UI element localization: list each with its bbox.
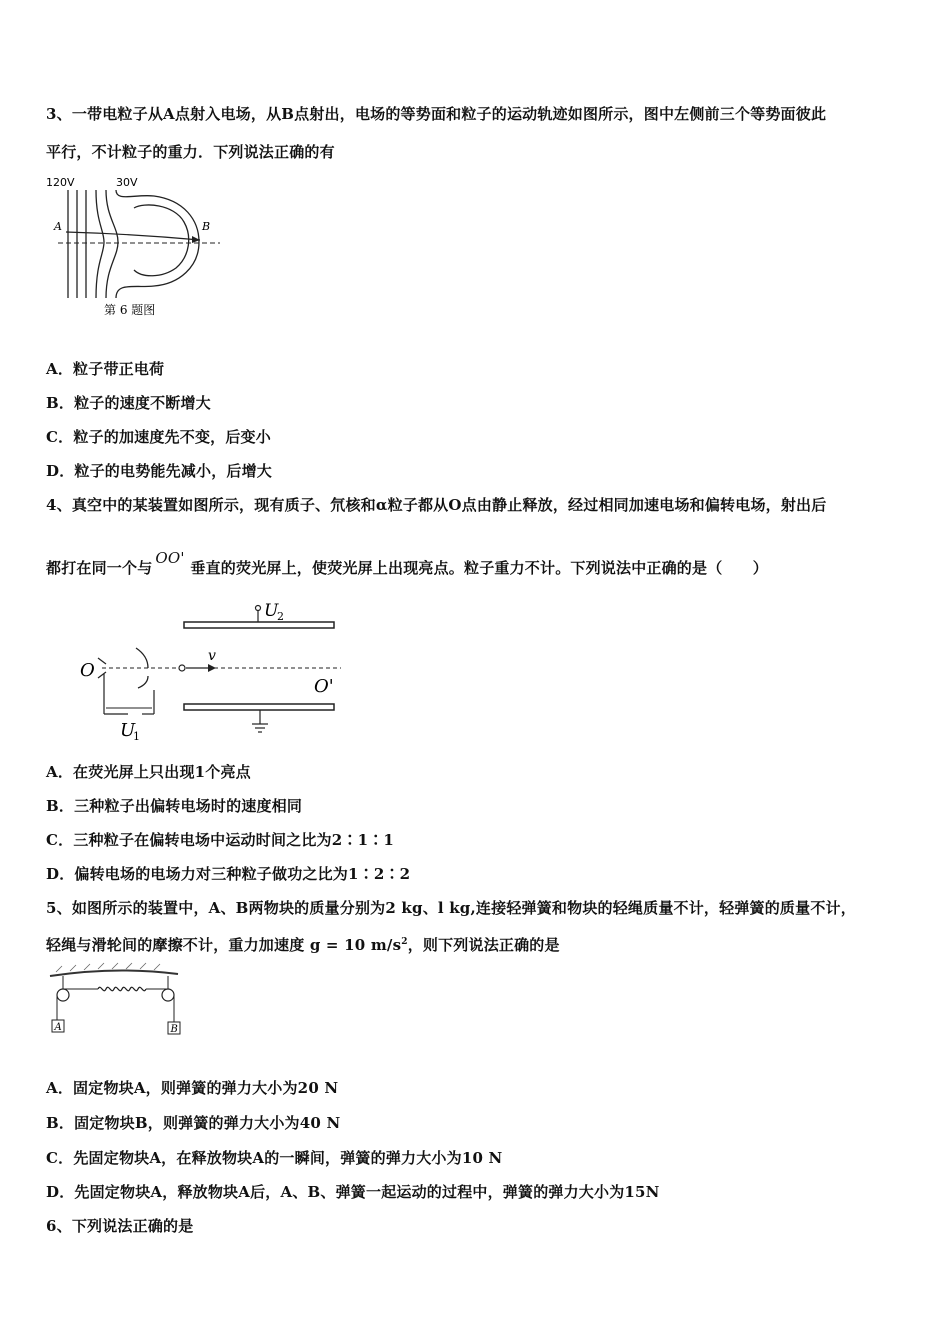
q3-option-a: A．粒子带正电荷 bbox=[46, 360, 165, 378]
q4-figure bbox=[76, 596, 346, 746]
q4-option-d: D．偏转电场的电场力对三种粒子做功之比为1∶2∶2 bbox=[46, 865, 411, 883]
q4-stem-line2 bbox=[46, 549, 769, 578]
q5-stem-sup: 2 bbox=[401, 937, 408, 947]
q4-lower-plate bbox=[184, 704, 334, 710]
q4-label-u1-sub: 1 bbox=[133, 730, 140, 743]
q5-right-pulley-icon bbox=[162, 989, 174, 1001]
q4-accelerator-plate bbox=[136, 648, 148, 668]
q3-fig-caption: 第 6 题图 bbox=[104, 303, 156, 317]
q5-label-a: A bbox=[54, 1022, 62, 1033]
q4-upper-plate bbox=[184, 622, 334, 628]
q3-stem-line1: 3、一带电粒子从A点射入电场，从B点射出，电场的等势面和粒子的运动轨迹如图所示，图中左侧前三个等势面彼此 bbox=[46, 105, 827, 123]
q3-option-c: C．粒子的加速度先不变，后变小 bbox=[46, 428, 271, 446]
q5-label-b: B bbox=[170, 1024, 178, 1035]
q4-terminal-icon bbox=[256, 606, 261, 611]
q5-option-a: A．固定物块A，则弹簧的弹力大小为20 N bbox=[46, 1079, 339, 1097]
q4-oo-prime: OO' bbox=[155, 549, 185, 567]
q4-label-u2: U bbox=[264, 601, 279, 621]
q5-stem-line2-end: ，则下列说法正确的是 bbox=[407, 936, 560, 954]
q5-stem-line1: 5、如图所示的装置中，A、B两物块的质量分别为2 kg、l kg,连接轻弹簧和物块的轻绳质量不计，轻弹簧的质量不计， bbox=[46, 899, 856, 917]
q4-option-b: B．三种粒子出偏转电场时的速度相同 bbox=[46, 797, 303, 815]
q3-fig-label-b: B bbox=[202, 220, 211, 233]
q3-fig-label-120v: 120V bbox=[46, 176, 75, 189]
q3-fig-label-30v: 30V bbox=[116, 176, 138, 189]
q5-left-pulley-icon bbox=[57, 989, 69, 1001]
q5-option-d: D．先固定物块A，释放物块A后，A、B、弹簧一起运动的过程中，弹簧的弹力大小为15N bbox=[46, 1183, 660, 1201]
q5-option-b: B．固定物块B，则弹簧的弹力大小为40 N bbox=[46, 1114, 341, 1132]
q3-figure bbox=[44, 172, 224, 322]
q6-stem-line1: 6、下列说法正确的是 bbox=[46, 1217, 194, 1235]
q4-particle bbox=[179, 665, 185, 671]
q5-spring bbox=[98, 987, 146, 990]
q4-velocity-arrow-icon bbox=[208, 664, 216, 672]
q3-stem-line2: 平行，不计粒子的重力．下列说法正确的有 bbox=[46, 143, 335, 161]
q4-option-c: C．三种粒子在偏转电场中运动时间之比为2∶1∶1 bbox=[46, 831, 395, 849]
q4-stem-line2-b: 垂直的荧光屏上，使荧光屏上出现亮点。粒子重力不计。下列说法中正确的是（ ） bbox=[190, 559, 769, 577]
q5-stem-line2 bbox=[46, 934, 560, 955]
q4-option-a: A．在荧光屏上只出现1个亮点 bbox=[46, 763, 251, 781]
q4-label-u1: U bbox=[120, 720, 136, 741]
q3-equipotential-lines bbox=[68, 190, 199, 298]
q5-figure bbox=[46, 962, 191, 1040]
q5-stem-line2-main: 轻绳与滑轮间的摩擦不计，重力加速度 g = 10 m/s bbox=[46, 936, 402, 954]
q4-label-o: O bbox=[80, 660, 95, 681]
q4-stem-line1: 4、真空中的某装置如图所示，现有质子、氘核和α粒子都从O点由静止释放，经过相同加速电场和偏转电场，射出后 bbox=[46, 496, 827, 514]
q4-stem-line2-a: 都打在同一个与 bbox=[46, 559, 153, 577]
q4-label-u2-sub: 2 bbox=[277, 610, 284, 623]
q4-label-v: v bbox=[208, 648, 216, 664]
q3-option-d: D．粒子的电势能先减小，后增大 bbox=[46, 462, 273, 480]
q4-label-o-prime: O' bbox=[314, 676, 334, 697]
q3-fig-label-a: A bbox=[54, 220, 62, 233]
q5-table-surface bbox=[50, 970, 178, 976]
q3-option-b: B．粒子的速度不断增大 bbox=[46, 394, 211, 412]
q5-option-c: C．先固定物块A，在释放物块A的一瞬间，弹簧的弹力大小为10 N bbox=[46, 1149, 503, 1167]
